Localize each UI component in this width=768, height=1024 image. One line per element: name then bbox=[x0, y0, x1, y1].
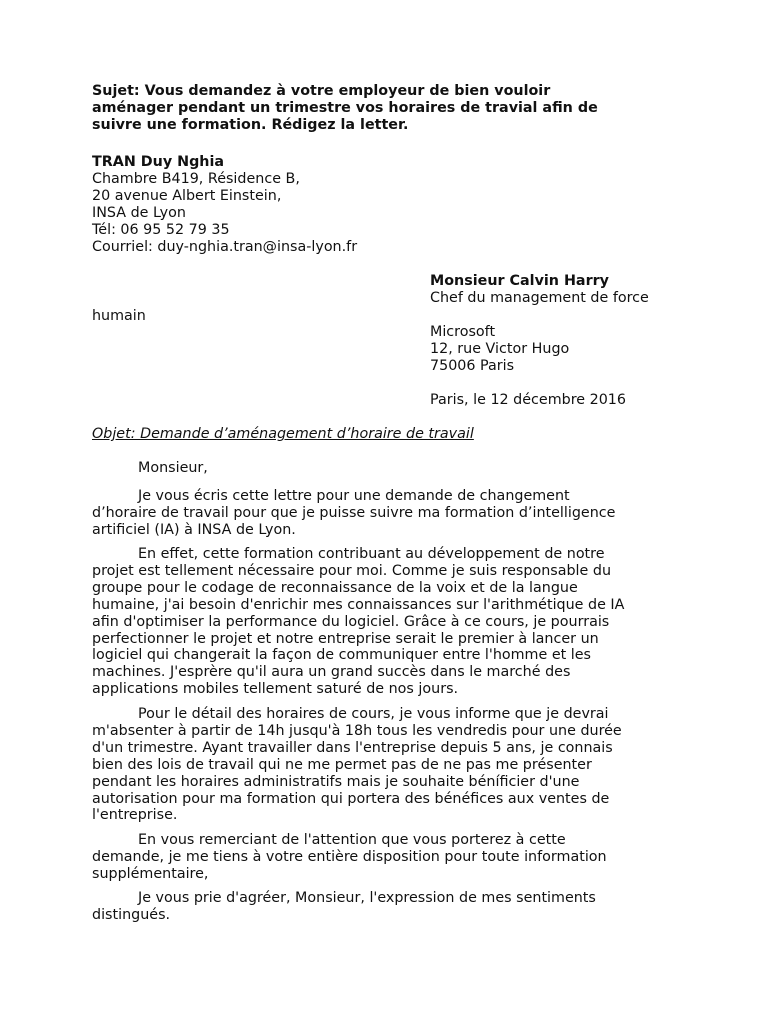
paragraph-line: Je vous écris cette lettre pour une demande de changement bbox=[138, 488, 570, 504]
recipient-address-block bbox=[430, 324, 569, 375]
paragraph bbox=[92, 488, 672, 539]
paragraph-line: projet est tellement nécessaire pour moi. Comme je suis responsable du bbox=[92, 562, 612, 579]
sender-name: TRAN Duy Nghia bbox=[92, 154, 225, 170]
paragraph bbox=[92, 706, 672, 824]
salutation: Monsieur, bbox=[138, 460, 208, 476]
paragraph-line: afin d'optimiser la performance du logiciel. Grâce à ce cours, je pourrais bbox=[92, 613, 610, 630]
paragraph-line: supplémentaire, bbox=[92, 865, 209, 882]
letter-object: Objet: Demande d’aménagement d’horaire de travail bbox=[92, 426, 474, 442]
letter-date: Paris, le 12 décembre 2016 bbox=[430, 392, 626, 408]
paragraph-line: perfectionner le projet et notre entreprise serait le premier à lancer un bbox=[92, 630, 599, 647]
paragraph-line: bien des lois de travail qui ne me permet pas de ne pas me présenter bbox=[92, 756, 592, 773]
sender-address-line: 20 avenue Albert Einstein, bbox=[92, 187, 282, 204]
paragraph-line: pendant les horaires administratifs mais je souhaite béníficier d'une bbox=[92, 773, 580, 790]
recipient-street: 12, rue Victor Hugo bbox=[430, 340, 570, 357]
paragraph-line: applications mobiles tellement saturé de nos jours. bbox=[92, 681, 459, 698]
recipient-company: Microsoft bbox=[430, 324, 496, 340]
sender-block bbox=[92, 154, 357, 255]
subject-heading bbox=[92, 83, 692, 134]
paragraph-line: groupe pour le codage de reconnaissance de la voix et de la langue bbox=[92, 579, 578, 596]
paragraph-line: En effet, cette formation contribuant au développement de notre bbox=[138, 546, 605, 562]
recipient-block bbox=[430, 273, 649, 307]
sender-phone: Tél: 06 95 52 79 35 bbox=[92, 221, 230, 238]
paragraph bbox=[92, 890, 672, 924]
paragraph-line: logiciel qui changerait la façon de communiquer entre l'homme et les bbox=[92, 647, 591, 664]
paragraph-line: distingués. bbox=[92, 906, 171, 923]
paragraph-line: artificiel (IA) à INSA de Lyon. bbox=[92, 521, 296, 538]
paragraph bbox=[92, 832, 672, 883]
sender-address-line: Chambre B419, Résidence B, bbox=[92, 170, 300, 187]
paragraph-line: machines. J'esprère qu'il aura un grand succès dans le marché des bbox=[92, 664, 571, 681]
subject-line: suivre une formation. Rédigez la letter. bbox=[92, 117, 409, 133]
subject-line: aménager pendant un trimestre vos horaires de travial afin de bbox=[92, 100, 598, 116]
paragraph-line: autorisation pour ma formation qui portera des bénéfices aux ventes de bbox=[92, 790, 610, 807]
recipient-title-continued: humain bbox=[92, 308, 146, 324]
paragraph-line: Pour le détail des horaires de cours, je vous informe que je devrai bbox=[138, 706, 609, 722]
paragraph-line: l'entreprise. bbox=[92, 807, 178, 824]
subject-line: Sujet: Vous demandez à votre employeur de bien vouloir bbox=[92, 83, 551, 99]
paragraph-line: humaine, j'ai besoin d'enrichir mes connaissances sur l'arithmétique de IA bbox=[92, 596, 625, 613]
recipient-title: Chef du management de force bbox=[430, 289, 649, 306]
paragraph bbox=[92, 546, 672, 698]
paragraph-line: En vous remerciant de l'attention que vous porterez à cette bbox=[138, 832, 566, 848]
recipient-city: 75006 Paris bbox=[430, 357, 515, 374]
paragraph-line: m'absenter à partir de 14h jusqu'à 18h tous les vendredis pour une durée bbox=[92, 722, 622, 739]
paragraph-line: d'un trimestre. Ayant travailler dans l'entreprise depuis 5 ans, je connais bbox=[92, 739, 613, 756]
recipient-name: Monsieur Calvin Harry bbox=[430, 273, 609, 289]
sender-email: Courriel: duy-nghia.tran@insa-lyon.fr bbox=[92, 238, 358, 255]
sender-address-line: INSA de Lyon bbox=[92, 204, 186, 221]
paragraph-line: Je vous prie d'agréer, Monsieur, l'expression de mes sentiments bbox=[138, 890, 596, 906]
paragraph-line: demande, je me tiens à votre entière disposition pour toute information bbox=[92, 848, 607, 865]
paragraph-line: d’horaire de travail pour que je puisse suivre ma formation d’intelligence bbox=[92, 504, 616, 521]
